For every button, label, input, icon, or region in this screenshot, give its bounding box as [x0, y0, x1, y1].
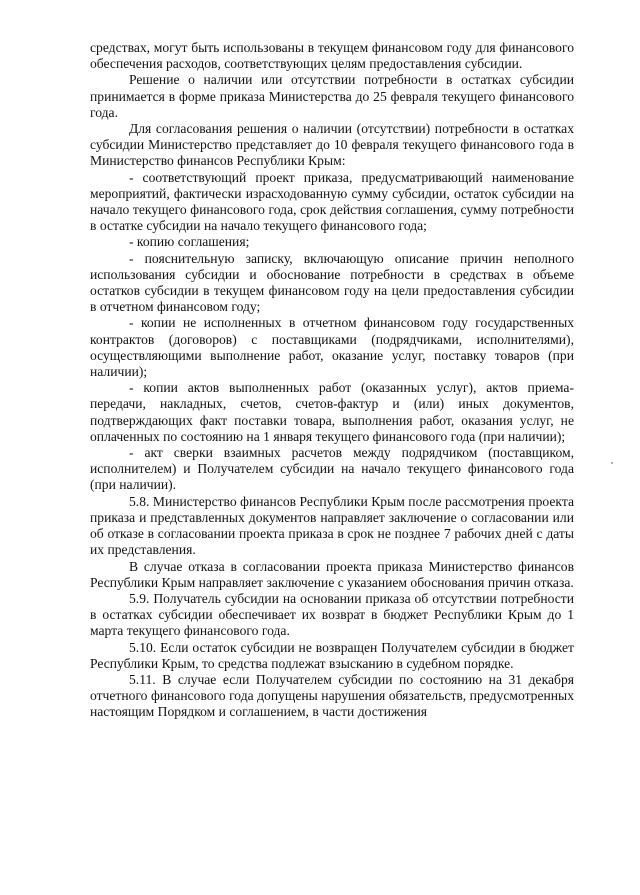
list-item-reconciliation-act: - акт сверки взаимных расчетов между подрядчиком (поставщиком, исполнителем) и Получателем субсидии на начало текущего финансового года (при наличии).	[90, 445, 574, 493]
paragraph-decision: Решение о наличии или отсутствии потребности в остатках субсидии принимается в форме приказа Министерства до 25 февраля текущего финансового года.	[90, 72, 574, 120]
paragraph-approval: Для согласования решения о наличии (отсутствии) потребности в остатках субсидии Министерство представляет до 10 февраля текущего финансового года в Министерство финансов Республики Крым:	[90, 121, 574, 169]
list-item-draft-order: - соответствующий проект приказа, предусматривающий наименование мероприятий, фактически израсходованную сумму субсидии, остаток субсидии на начало текущего финансового года, срок действия соглашения, сумму потребности в остатке субсидии на начало текущего финансового года;	[90, 169, 574, 234]
paragraph-refusal: В случае отказа в согласовании проекта приказа Министерство финансов Республики Крым направляет заключение с указанием обоснования причин отказа.	[90, 558, 574, 590]
list-item-explanatory-note: - пояснительную записку, включающую описание причин неполного использования субсидии и обоснование потребности в средствах в объеме остатков субсидии в текущем финансовом году на цели предоставления субсидии в отчетном финансовом году;	[90, 250, 574, 315]
paragraph-5-8: 5.8. Министерство финансов Республики Крым после рассмотрения проекта приказа и представленных документов направляет заключение о согласовании или об отказе в согласовании проекта приказа в срок не позднее 7 рабочих дней с даты их представления.	[90, 493, 574, 558]
paragraph-5-10: 5.10. Если остаток субсидии не возвращен Получателем субсидии в бюджет Республики Крым, то средства подлежат взысканию в судебном порядке.	[90, 639, 574, 671]
document-page	[90, 40, 574, 721]
paragraph-continuation: средствах, могут быть использованы в текущем финансовом году для финансового обеспечения расходов, соответствующих целям предоставления субсидии.	[90, 40, 574, 72]
list-item-agreement-copy: - копию соглашения;	[129, 234, 250, 250]
list-item-contract-copies: - копии не исполненных в отчетном финансовом году государственных контрактов (договоров) с поставщиками (подрядчиками, исполнителями), осуществляющими выполнение работ, оказание услуг, поставку товаров (при наличии);	[90, 315, 574, 380]
scan-speck	[611, 462, 613, 464]
paragraph-5-9: 5.9. Получатель субсидии на основании приказа об отсутствии потребности в остатках субсидии обеспечивает их возврат в бюджет Республики Крым до 1 марта текущего финансового года.	[90, 590, 574, 639]
paragraph-5-11: 5.11. В случае если Получателем субсидии по состоянию на 31 декабря отчетного финансового года допущены нарушения обязательств, предусмотренных настоящим Порядком и соглашением, в части достижения	[90, 671, 574, 720]
list-item-act-copies: - копии актов выполненных работ (оказанных услуг), актов приема-передачи, накладных, счетов, счетов-фактур и (или) иных документов, подтверждающих факт поставки товара, выполнения работ, оказания услуг, не оплаченных по состоянию на 1 января текущего финансового года (при наличии);	[90, 380, 574, 444]
